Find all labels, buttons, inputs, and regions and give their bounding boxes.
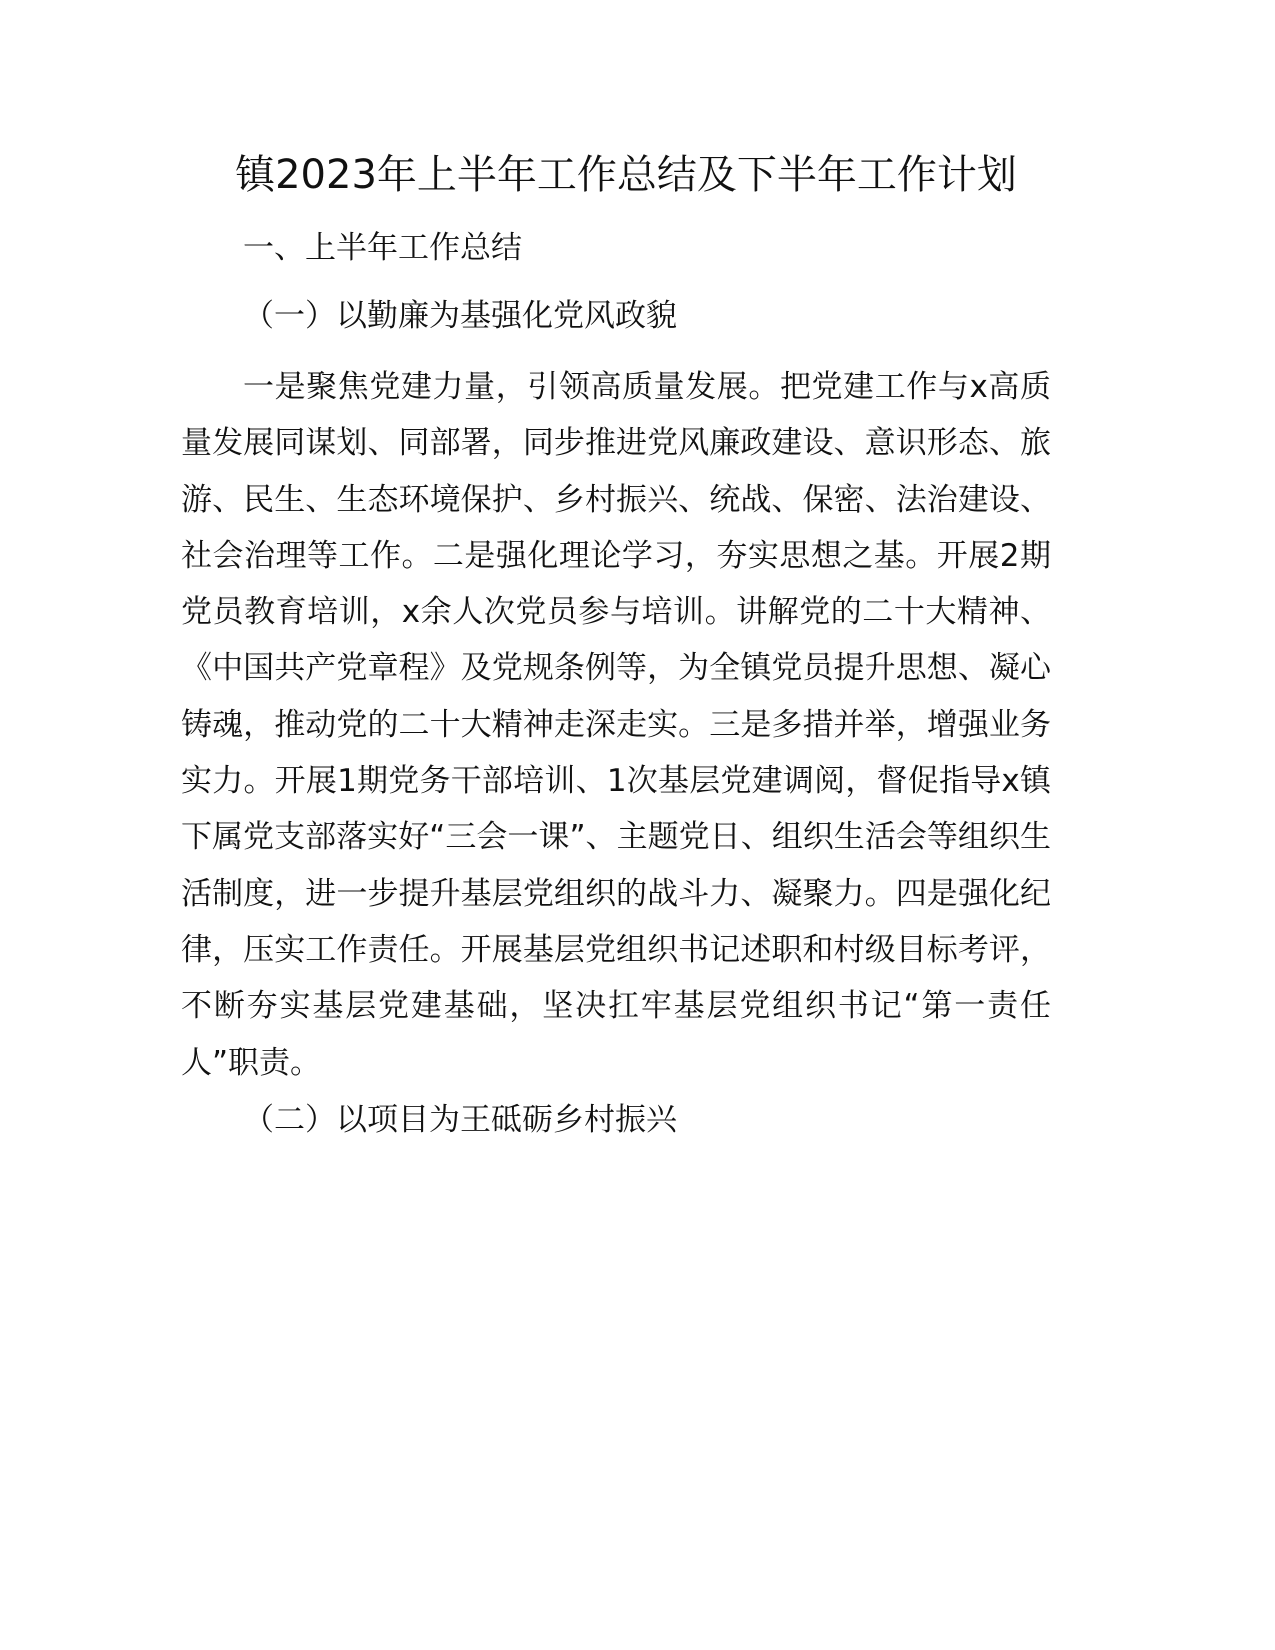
body-paragraph: 一是聚焦党建力量，引领高质量发展。把党建工作与x高质量发展同谋划、同部署，同步推进党风廉政建设、意识形态、旅游、民生、生态环境保护、乡村振兴、统战、保密、法治建设、社会治理等工作。二是强化理论学习，夯实思想之基。开展2期党员教育培训，x余人次党员参与培训。讲解党的二十大精神、《中国共产党章程》及党规条例等，为全镇党员提升思想、凝心铸魂，推动党的二十大精神走深走实。三是多措并举，增强业务实力。开展1期党务干部培训、1次基层党建调阅，督促指导x镇下属党支部落实好“三会一课”、主题党日、组织生活会等组织生活制度，进一步提升基层党组织的战斗力、凝聚力。四是强化纪律，压实工作责任。开展基层党组织书记述职和村级目标考评，不断夯实基层党建基础，坚决扛牢基层党组织书记“第一责任人”职责。 [181,369,1051,1081]
subsection-heading: （一）以勤廉为基强化党风政貌 [243,298,677,334]
document-title: 镇2023年上半年工作总结及下半年工作计划 [235,152,1017,198]
subsection-heading: （二）以项目为王砥砺乡村振兴 [243,1102,677,1138]
section-heading: 一、上半年工作总结 [243,230,522,266]
